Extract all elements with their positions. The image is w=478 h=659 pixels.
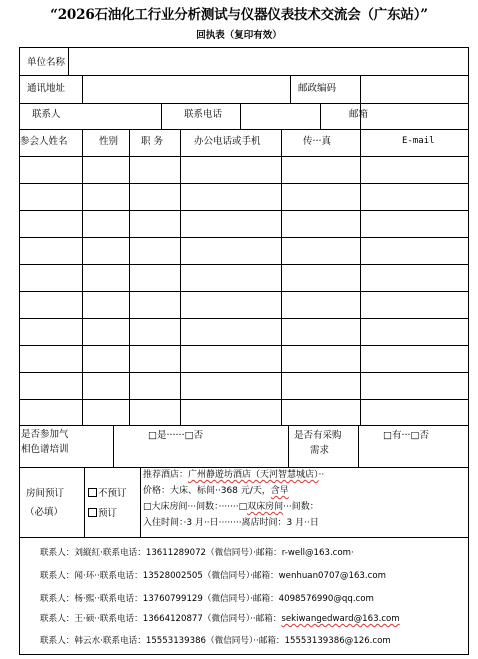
contact-label: 联系人	[32, 109, 61, 120]
purchase-label-1: 是否有采购	[294, 430, 342, 441]
contact-line: 联系人：杨·熙··联系电话：13760799129（微信同号）·邮箱：4098576990@qq.com	[40, 594, 374, 604]
unit-name-label: 单位名称	[27, 57, 66, 68]
attendee-row[interactable]	[20, 345, 468, 372]
postcode-field[interactable]	[360, 76, 466, 100]
purchase-label-2: 需求	[310, 445, 330, 456]
no-booking-option[interactable]: 不预订	[88, 487, 127, 500]
header-attendee-name: 参会人姓名	[20, 136, 68, 147]
contact-phone-field[interactable]	[240, 103, 318, 127]
stay-dates-line[interactable]: 入住时间：·3 月··日········离店时间：3 月··日	[143, 518, 319, 528]
header-position: 职 务	[141, 136, 164, 147]
attendee-row[interactable]	[20, 183, 468, 210]
checkbox-icon	[88, 488, 97, 497]
form-subtitle: 回执表（复印有效）	[196, 30, 282, 41]
email-label: 邮箱	[349, 109, 369, 120]
contact-line: 联系人：王·硕··联系电话：13664120877（微信同号）··邮箱：sekiwangedward@163.com	[40, 614, 400, 624]
room-label-2: （必填）	[25, 507, 64, 518]
postcode-label: 邮政编码	[298, 83, 337, 94]
attendee-row[interactable]	[20, 156, 468, 183]
header-office-phone: 办公电话或手机	[194, 136, 261, 147]
booking-option[interactable]: 预订	[88, 507, 117, 520]
email-field[interactable]	[360, 103, 466, 127]
header-email: E-mail	[402, 136, 435, 146]
hotel-line: 推荐酒店：广州静遊坊酒店（天河智慧城店）··	[143, 470, 325, 480]
attendee-row[interactable]	[20, 318, 468, 345]
header-gender: 性别	[99, 136, 119, 147]
header-fax: 传···真	[303, 136, 332, 147]
contact-line: 联系人：闻·环··联系电话：13528002505（微信同号）·邮箱：wenhuan0707@163.com	[40, 571, 386, 581]
checkbox-icon	[88, 508, 97, 517]
address-label: 通讯地址	[27, 83, 66, 94]
price-line: 价格：大床、标间··368 元/天，含早	[143, 486, 289, 496]
contact-phone-label: 联系电话	[184, 109, 223, 120]
attendee-row[interactable]	[20, 237, 468, 264]
attendee-row[interactable]	[20, 399, 468, 424]
training-label-1: 是否参加气	[21, 429, 69, 440]
training-label-2: 相色谱培训	[21, 444, 69, 455]
room-count-line[interactable]: □大床房间···间数：·······□双床房间···间数：	[143, 502, 319, 512]
contact-field[interactable]	[82, 103, 158, 127]
training-options[interactable]: □是······□否	[148, 430, 204, 441]
contact-line: 联系人：刘縦紅·联系电话：13611289072（微信同号）·邮箱：r-well@163.com·	[40, 548, 354, 558]
attendee-row[interactable]	[20, 264, 468, 291]
address-field[interactable]	[82, 76, 288, 100]
room-label-1: 房间预订	[26, 488, 65, 499]
contact-line: 联系人：韩云水·联系电话：15553139386（微信同号）··邮箱：15553139386@126.com	[40, 636, 391, 646]
attendee-row[interactable]	[20, 210, 468, 237]
purchase-options[interactable]: □有···□否	[383, 430, 430, 441]
form-title: “2026石油化工行业分析测试与仪器仪表技术交流会（广东站）”	[50, 7, 428, 23]
attendee-row[interactable]	[20, 372, 468, 399]
attendee-row[interactable]	[20, 291, 468, 318]
